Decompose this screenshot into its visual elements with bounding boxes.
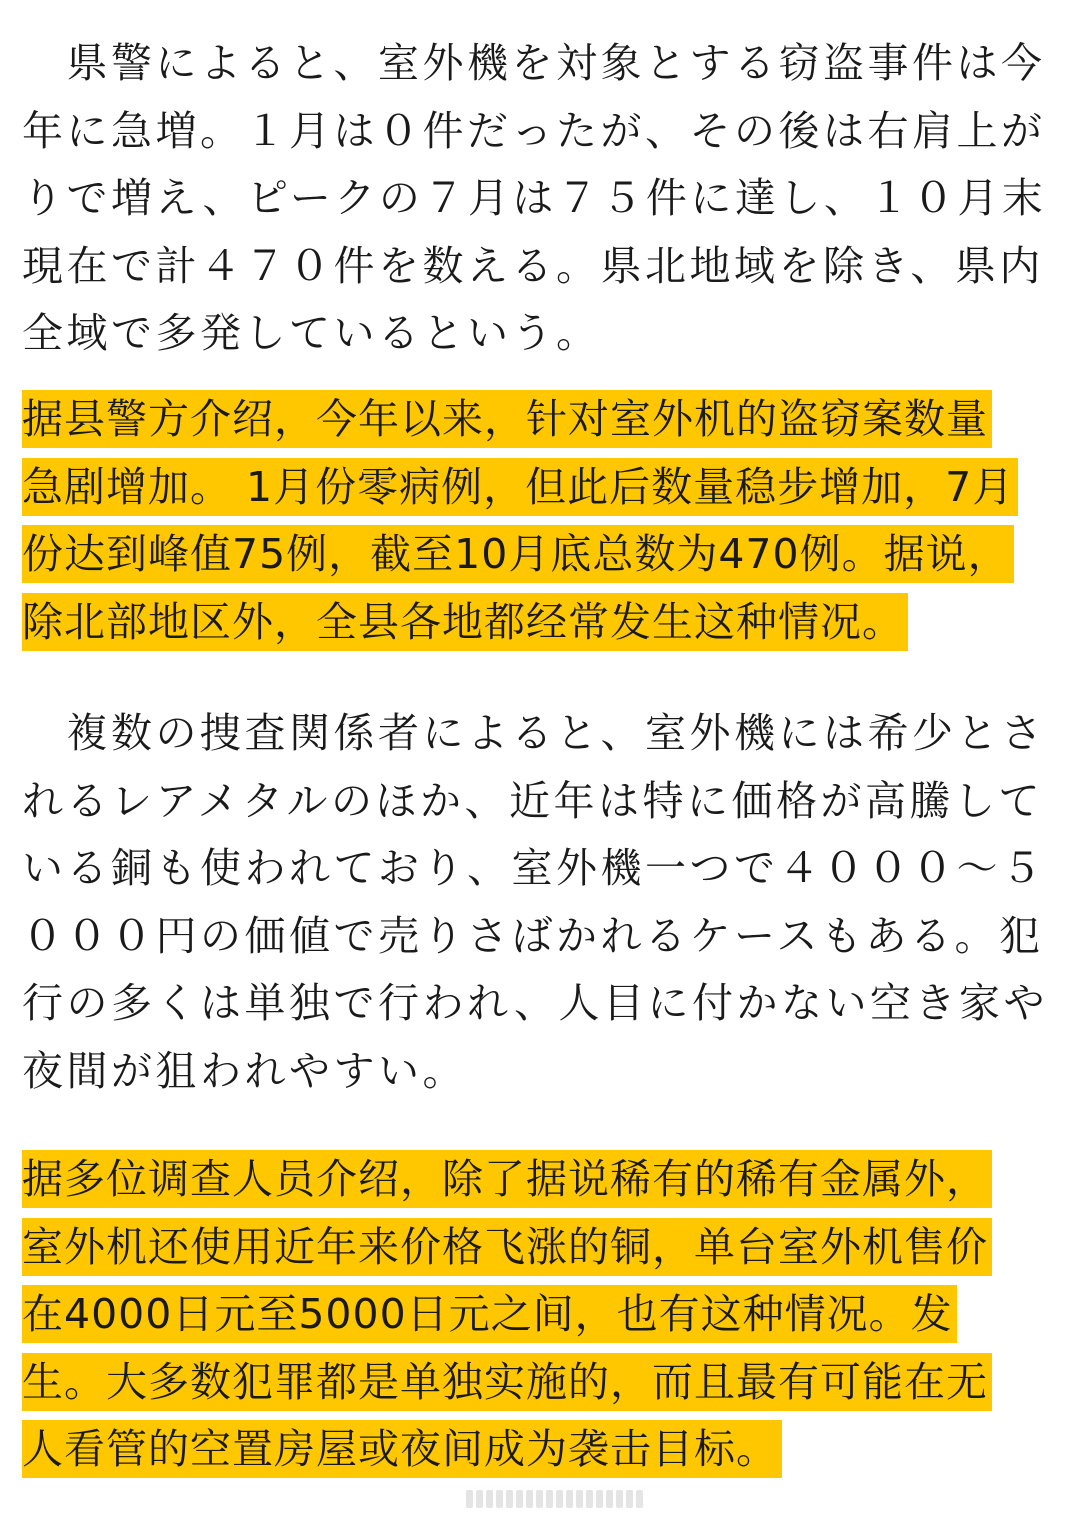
watermark-bar	[466, 1490, 473, 1508]
text-line: いる銅も使われており、室外機一つで４０００～５	[22, 844, 1046, 892]
highlight-mark: 生。大多数犯罪都是单独实施的，而且最有可能在无	[22, 1353, 992, 1411]
text-line: ０００円の価値で売りさばかれるケースもある。犯	[22, 911, 1044, 960]
chinese-translation-1	[22, 386, 1062, 656]
highlighted-line	[22, 454, 1062, 522]
watermark-bar	[526, 1490, 533, 1508]
chinese-translation-2	[22, 1146, 1062, 1484]
text-line: 夜間が狙われやすい。	[22, 1046, 467, 1095]
highlight-mark: 在4000日元至5000日元之间，也有这种情况。发	[22, 1285, 957, 1343]
watermark-bar	[566, 1490, 573, 1508]
highlighted-line	[22, 1214, 1062, 1282]
highlighted-line	[22, 521, 1062, 589]
highlighted-line	[22, 1349, 1062, 1417]
highlight-mark: 据县警方介绍，今年以来，针对室外机的盗窃案数量	[22, 390, 992, 448]
highlighted-line	[22, 1281, 1062, 1349]
japanese-paragraph-2	[22, 700, 1062, 1105]
text-line: 複数の捜査関係者によると、室外機には希少とさ	[22, 709, 1046, 757]
japanese-paragraph-1	[22, 30, 1062, 368]
watermark-bar	[626, 1490, 633, 1508]
highlight-mark: 人看管的空置房屋或夜间成为袭击目标。	[22, 1420, 782, 1478]
highlighted-line	[22, 386, 1062, 454]
text-line: 年に急増。１月は０件だったが、その後は右肩上が	[22, 106, 1046, 155]
highlight-mark: 据多位调查人员介绍，除了据说稀有的稀有金属外，	[22, 1150, 992, 1208]
watermark-bar	[606, 1490, 613, 1508]
watermark-bar	[586, 1490, 593, 1508]
watermark-bar	[516, 1490, 523, 1508]
text-line: 現在で計４７０件を数える。県北地域を除き、県内	[22, 241, 1044, 290]
watermark-bar	[556, 1490, 563, 1508]
text-line: 全域で多発しているという。	[22, 309, 601, 357]
watermark-bar	[546, 1490, 553, 1508]
highlight-mark: 室外机还使用近年来价格飞涨的铜，单台室外机售价	[22, 1218, 992, 1276]
watermark-bar	[576, 1490, 583, 1508]
text-line: 行の多くは単独で行われ、人目に付かない空き家や	[22, 979, 1048, 1027]
watermark-bar	[476, 1490, 483, 1508]
highlight-mark: 除北部地区外，全县各地都经常发生这种情况。	[22, 593, 908, 651]
highlight-mark: 份达到峰值75例，截至10月底总数为470例。据说，	[22, 525, 1014, 583]
text-line: りで増え、ピークの７月は７５件に達し、１０月末	[22, 174, 1047, 222]
watermark-bar	[486, 1490, 493, 1508]
highlighted-line	[22, 589, 1062, 657]
watermark-bar	[616, 1490, 623, 1508]
watermark-bar	[536, 1490, 543, 1508]
watermark-bar	[506, 1490, 513, 1508]
highlighted-line	[22, 1146, 1062, 1214]
watermark-bar	[496, 1490, 503, 1508]
text-line: れるレアメタルのほか、近年は特に価格が高騰して	[22, 776, 1044, 825]
watermark	[466, 1490, 643, 1508]
highlight-mark: 急剧增加。 1月份零病例，但此后数量稳步增加，7月	[22, 458, 1018, 516]
watermark-bar	[596, 1490, 603, 1508]
watermark-bar	[636, 1490, 643, 1508]
highlighted-line	[22, 1416, 1062, 1484]
text-line: 県警によると、室外機を対象とする窃盗事件は今	[22, 39, 1046, 87]
